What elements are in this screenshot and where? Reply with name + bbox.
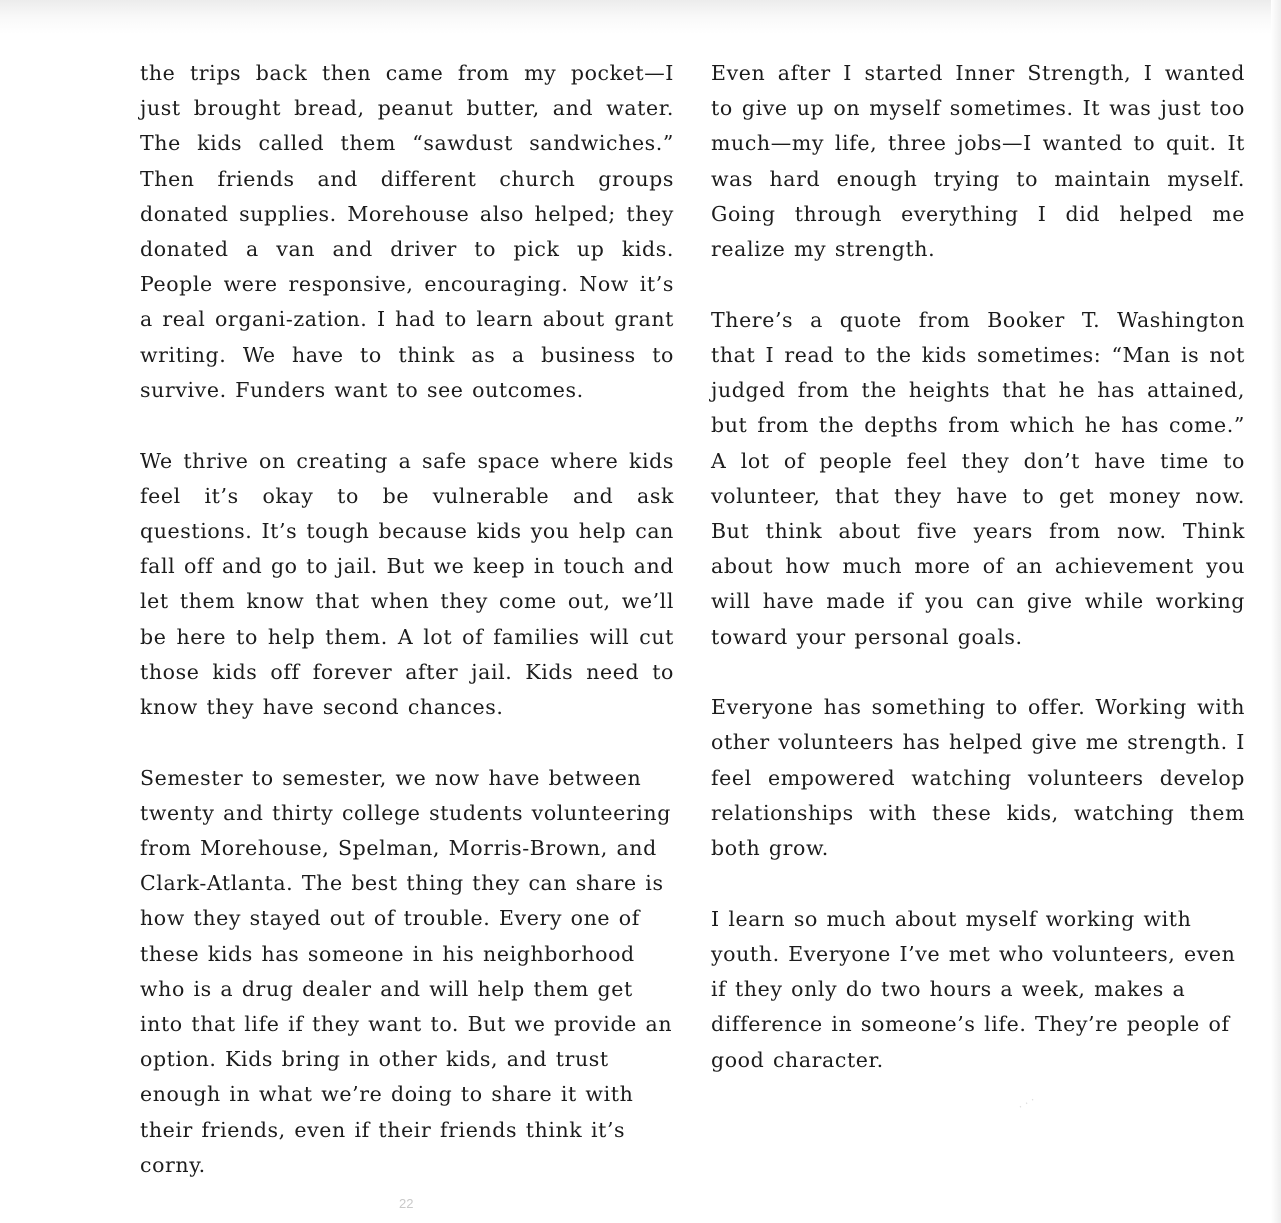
page-number: 22: [399, 1196, 414, 1211]
paragraph: the trips back then came from my pocket—I just brought bread, peanut butter, and water. The kids called them “sawdust sandwiches.” Then friends and different church groups donated supplies. Morehouse also helped; they donated a van and driver to pick up kids. People were responsive, encouraging. Now it’s a real organi-zation. I had to learn about grant writing. We have to think as a business to survive. Funders want to see outcomes.: [140, 61, 674, 402]
right-text-column: [711, 56, 1245, 1113]
paragraph: Even after I started Inner Strength, I wanted to give up on myself sometimes. It was just too much—my life, three jobs—I wanted to quit. It was hard enough trying to maintain myself. Going through everything I did helped me realize my strength.: [711, 61, 1245, 262]
paragraph: Semester to semester, we now have between twenty and thirty college students volunteering from Morehouse, Spelman, Morris-Brown, and Clark-Atlanta. The best thing they can share is how they stayed out of trouble. Every one of these kids has someone in his neighborhood who is a drug dealer and will help them get into that life if they want to. But we provide an option. Kids bring in other kids, and trust enough in what we’re doing to share it with their friends, even if their friends think it’s corny.: [140, 765, 673, 1177]
paragraph: I learn so much about myself working with youth. Everyone I’ve met who volunteers, even if they only do two hours a week, makes a difference in someone’s life. They’re people of good character.: [711, 906, 1236, 1072]
paragraph: We thrive on creating a safe space where kids feel it’s okay to be vulnerable and ask questions. It’s tough because kids you help can fall off and go to jail. But we keep in touch and let them know that when they come out, we’ll be here to help them. A lot of families will cut those kids off forever after jail. Kids need to know they have second chances.: [140, 448, 674, 719]
paragraph: There’s a quote from Booker T. Washington that I read to the kids sometimes: “Man is not judged from the heights that he has attained, but from the depths from which he has come.” A lot of people feel they don’t have time to volunteer, that they have to get money now. But think about five years from now. Think about how much more of an achievement you will have made if you can give while working toward your personal goals.: [711, 307, 1245, 649]
scan-smudge: · · ·: [1015, 1093, 1038, 1114]
left-text-column: [140, 56, 674, 1219]
paragraph: Everyone has something to offer. Working with other volunteers has helped give me strength. I feel empowered watching volunteers develop relationships with these kids, watching them both grow.: [711, 695, 1245, 861]
page-edge-shadow: [1271, 0, 1281, 1223]
